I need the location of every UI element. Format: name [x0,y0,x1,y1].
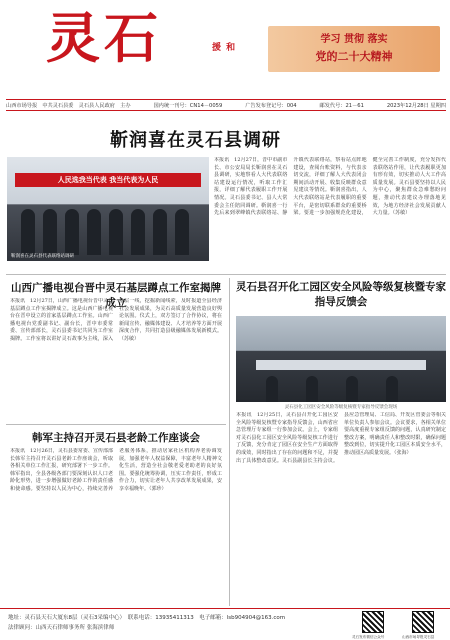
publisher-info: 山西市场导报 中共灵石县委 灵石县人民政府 主办 [6,103,131,109]
newspaper-subtitle: 援 和 [212,43,237,53]
slogan-line-1: 学习 贯彻 落实 [320,34,388,45]
qr-code-icon [412,611,434,633]
people-group [17,199,197,255]
ad-license: 广告发布登记号：004 [245,103,297,109]
story3-headline: 灵石县召开化工园区安全风险等级复核暨专家指导反馈会 [236,281,446,308]
masthead [0,0,450,94]
meeting-table [256,360,426,370]
person-figure [65,209,79,255]
person-figure [131,209,145,255]
footer-address: 地址：灵石县天石大厦东8层（灵石3采编中心） 联系电话：13935411313 电子邮箱：lsb904904@163.com [8,615,286,621]
lead-photo-caption: 靳润喜在灵石县代表联络站调研 [11,254,74,259]
publication-info [6,99,446,111]
person-figure [43,209,57,255]
footer [0,608,450,640]
column-divider [229,278,230,606]
story2-headline: 山西广播电视台晋中灵石基层蹲点工作室揭牌成立 [11,282,221,309]
qr-label-1: 灵石发布微信公众号 [352,635,385,639]
newspaper-title: 灵石 [46,6,162,70]
story4-headline: 韩军主持召开灵石县老龄工作座谈会 [32,432,200,444]
story3-body: 本报讯 12月25日，灵石县召开化工园区安全风险等级复核暨专家指导反馈会，山西省应急管理厅专家组一行参加会议。会上，专家组对灵石县化工园区安全风险等级复核工作进行了反馈，充分肯定了园区在安全生产方面取得的成效，同时指出了存在的问题和不足，并提出了具体整改意见。灵石县副县长主持会议。县应急管理局、工信局、开发区管委会等相关单位负责人参加会议。会议要求，各相关单位要高度重视专家组反馈的问题，认真研究制定整改方案，明确责任人和整改时限，确保问题整改到位，切实提升化工园区本质安全水平，推动园区高质量发展。（张海） [236,412,446,464]
photo-banner: 人民选我当代表 我当代表为人民 [15,173,201,187]
person-figure [266,376,278,402]
slogan-line-2: 党的二十大精神 [315,50,393,63]
story3-photo-caption: 灵石县化工园区安全风险等级复核暨专家指导反馈会现场 [284,405,398,410]
cn-number: 国内统一刊号：CN14－0059 [153,103,223,109]
story3-photo [236,316,446,402]
person-figure [306,376,318,402]
divider [6,424,226,425]
qr-code-icon [362,611,384,633]
qr-label-2: 山西市场导报灵石县 [402,635,435,639]
person-figure [21,209,35,255]
slogan-banner [268,26,440,72]
lead-headline: 靳润喜在灵石县调研 [110,130,281,151]
issue-date: 2023年12月28日 星期四 [386,103,446,109]
footer-legal: 法律顾问：山西天石律师事务所 张海滨律师 [8,625,115,631]
divider [6,274,446,275]
story4-body: 本报讯 12月26日，灵石县委常委、宣传部部长韩军主持召开灵石县老龄工作座谈会，听取各相关单位工作汇报，研究部署下一步工作。韩军指出，全县各级各部门要深刻认识人口老龄化形势，进一步增强做好老龄工作的责任感和使命感。要坚持以人民为中心，持续完善养老服务体系，推动居家社区机构养老协调发展，加强老年人权益保障，丰富老年人精神文化生活，营造全社会敬老爱老助老的良好氛围。要强化统筹协调，压实工作责任，形成工作合力，切实让老年人共享改革发展成果，安享幸福晚年。（郭珍） [10,448,222,492]
lead-body: 本报讯 12月27日，晋中市副市长、市公安局局长靳润喜在灵石县调研，实地察看人大代表联络站建设运行情况，听取工作汇报，详细了解代表履职工作开展情况。灵石县委书记、县人大常委会主任陪同调研。靳润喜一行先后来到翠峰镇代表联络站、静升镇代表联络站，察看站点阵地建设，查阅台账资料，与代表亲切交流，详细了解人大代表闭会期间活动开展、收集反映群众意见建议等情况。靳润喜指出，人大代表联络站是代表履职的重要平台，是密切联系群众的重要桥梁。要进一步加强规范化建设，健全完善工作制度，充分发挥代表联络站作用，让代表履职更加有形有效，切实推动人大工作高质量发展。灵石县要坚持以人民为中心，聚焦群众急难愁盼问题，推动代表建议办理落地见效，为地方经济社会发展贡献人大力量。（苏敏） [214,157,446,217]
postal-code: 邮发代号：21－61 [319,103,364,109]
person-figure [109,209,123,255]
person-figure [153,209,167,255]
story2-body: 本报讯 12月27日，山西广播电视台晋中灵石基层蹲点工作室揭牌成立。这是山西广播电视台在晋中设立的首家基层蹲点工作室。山西广播电视台党委副书记、副台长，晋中市委常委、宣传部部长，灵石县委书记共同为工作室揭牌。工作室将以讲好灵石故事为主线，深入基层一线，挖掘新闻线索，及时报道全县经济社会发展成果，为灵石高质量发展营造良好舆论氛围。仪式上，双方签订了合作协议，将在新闻宣传、融媒体建设、人才培养等方面开展深度合作，共同打造县级融媒体发展新模式。（苏敏） [10,298,222,342]
person-figure [87,209,101,255]
person-figure [175,209,189,255]
person-figure [386,376,398,402]
person-figure [346,376,358,402]
lead-photo [7,157,209,261]
